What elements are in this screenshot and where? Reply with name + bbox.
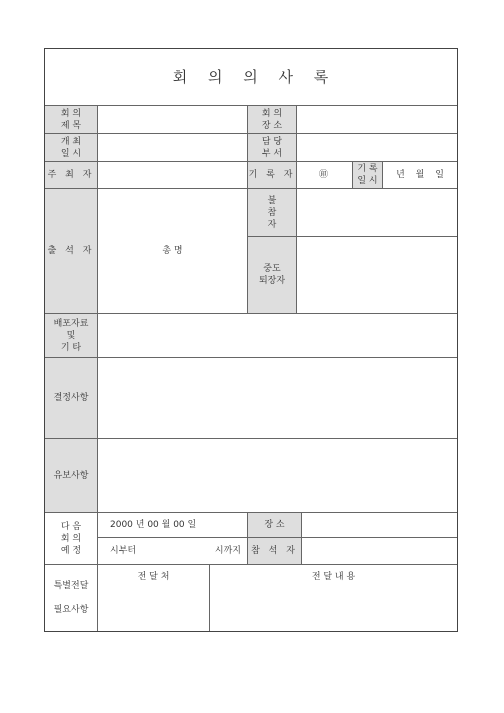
record-datetime-label: 기 록 일 시 (353, 162, 383, 189)
handouts-label: 배포자료 및 기 타 (45, 314, 98, 358)
host-field[interactable] (98, 162, 248, 189)
time-from-label: 시부터 (110, 546, 137, 556)
host-label: 주 최 자 (45, 162, 98, 189)
special-notice-label: 특별전달 필요사항 (45, 565, 98, 631)
meeting-datetime-label: 개 최 일 시 (45, 134, 98, 162)
pending-label: 유보사항 (45, 439, 98, 513)
absentees-label: 불 참 자 (248, 189, 297, 237)
next-meeting-time[interactable] (98, 538, 248, 565)
recorder-label: 기 록 자 (248, 162, 297, 189)
meeting-minutes-form (44, 48, 458, 632)
meeting-place-field[interactable] (297, 106, 457, 134)
form-title: 회 의 의 사 록 (45, 49, 457, 106)
department-label: 담 당 부 서 (248, 134, 297, 162)
department-field[interactable] (297, 134, 457, 162)
decisions-field[interactable] (98, 358, 457, 439)
attendee-count-field[interactable]: 총 명 (98, 189, 248, 314)
record-date-field[interactable]: 년 월 일 (383, 162, 457, 189)
meeting-title-field[interactable] (98, 106, 248, 134)
next-meeting-date[interactable]: 2000 년 00 월 00 일 (98, 513, 248, 538)
next-place-label: 장 소 (248, 513, 302, 538)
handouts-field[interactable] (98, 314, 457, 358)
next-place-field[interactable] (302, 513, 457, 538)
time-to-label: 시까지 (214, 546, 241, 556)
pending-field[interactable] (98, 439, 457, 513)
notice-content-field[interactable] (210, 565, 457, 631)
left-early-label: 중도 퇴장자 (248, 237, 297, 314)
meeting-place-label: 회 의 장 소 (248, 106, 297, 134)
recipient-field[interactable] (98, 565, 210, 631)
attendees-label: 출 석 자 (45, 189, 98, 314)
next-meeting-label: 다 음 회 의 예 정 (45, 513, 98, 565)
recipient-label: 전 달 처 (137, 572, 170, 582)
left-early-field[interactable] (297, 237, 457, 314)
meeting-title-label: 회 의 제 목 (45, 106, 98, 134)
next-attendees-label: 참 석 자 (248, 538, 302, 565)
absentees-field[interactable] (297, 189, 457, 237)
meeting-datetime-field[interactable] (98, 134, 248, 162)
notice-content-label: 전 달 내 용 (311, 572, 356, 582)
decisions-label: 결정사항 (45, 358, 98, 439)
next-attendees-field[interactable] (302, 538, 457, 565)
seal-mark: ㊞ (297, 162, 353, 189)
